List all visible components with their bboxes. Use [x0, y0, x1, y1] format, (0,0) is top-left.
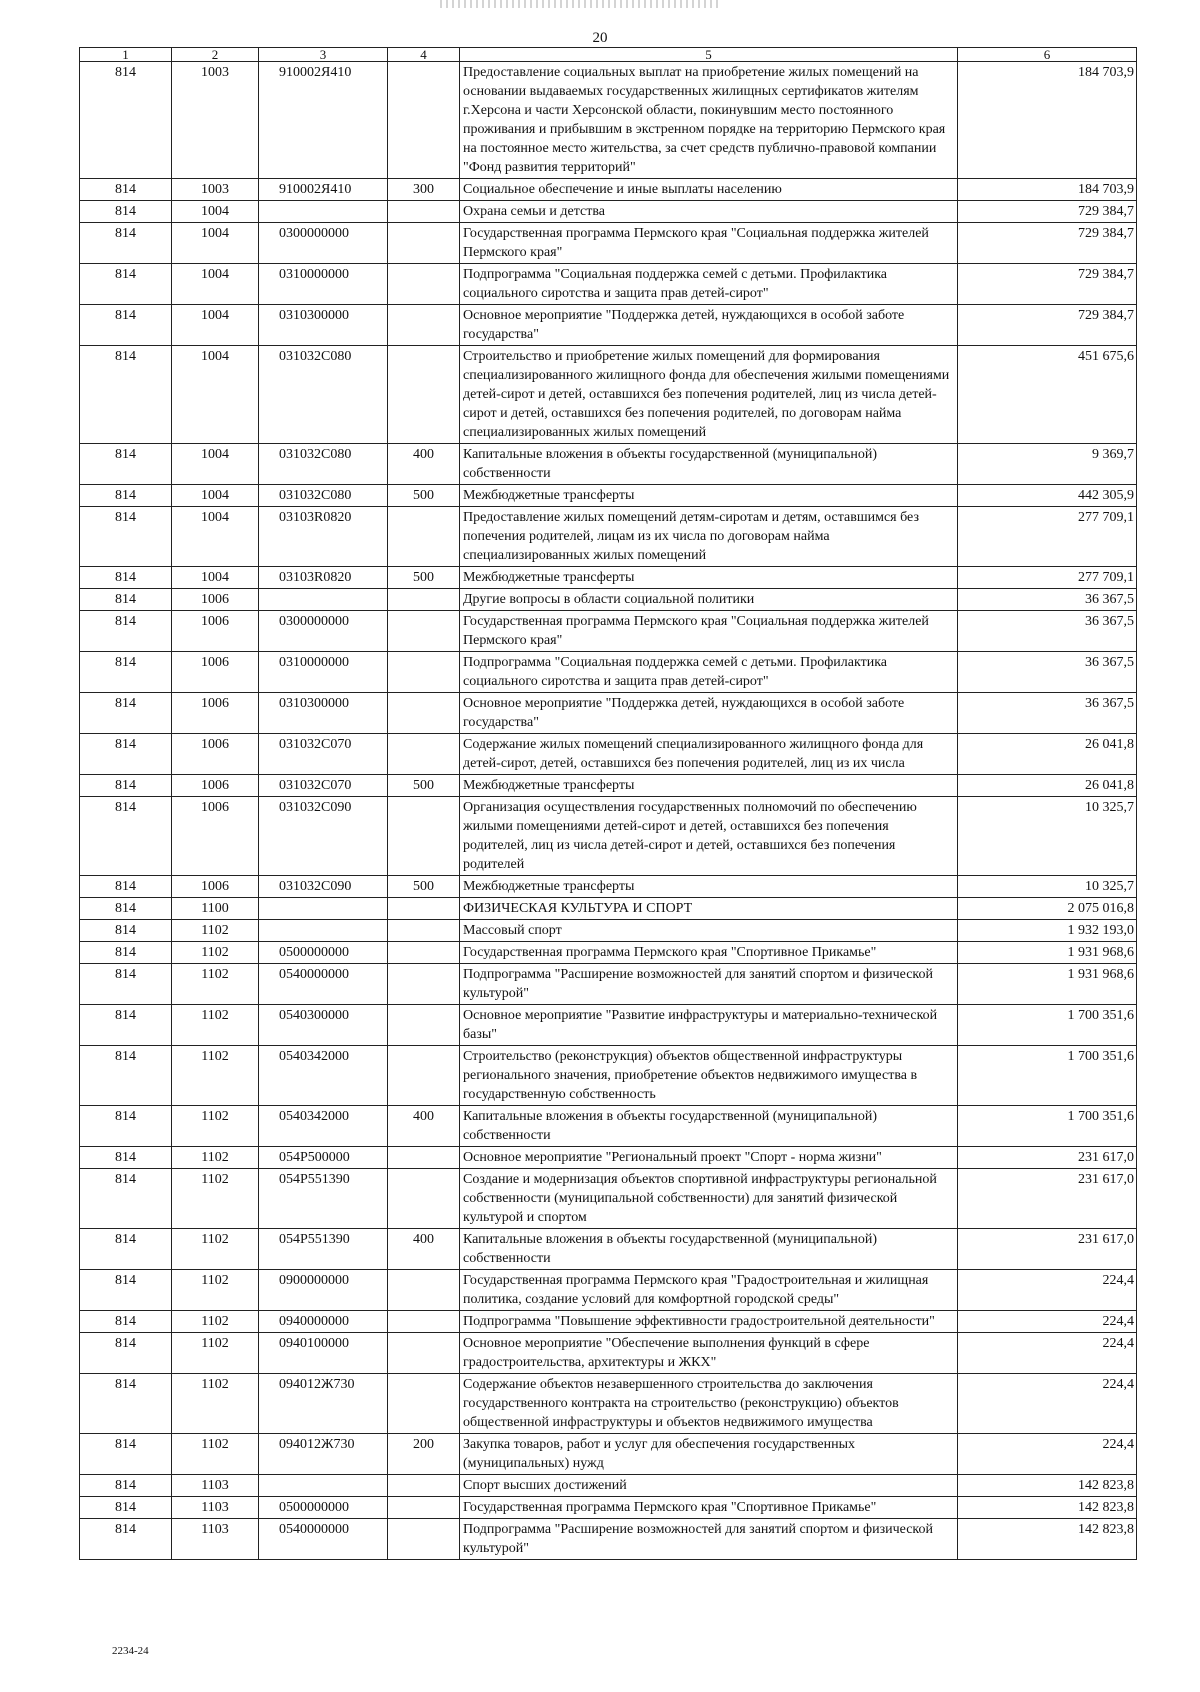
table-row: [80, 507, 1137, 567]
table-row: [80, 797, 1137, 876]
section-code-cell: 1004: [172, 264, 259, 305]
description-cell: Государственная программа Пермского края "Градостроительная и жилищная политика, создание условий для комфортной городской среды": [460, 1270, 958, 1311]
amount-cell: 224,4: [958, 1434, 1137, 1475]
expense-type-cell: [388, 652, 460, 693]
description-cell: Строительство и приобретение жилых помещений для формирования специализированного жилищного фонда для обеспечения жилыми помещениями детей-сирот и детей, оставшихся без попечения родителей, лиц из числа детей-сирот и детей, оставшихся без попечения родителей, по договорам найма специализированных жилых помещений: [460, 346, 958, 444]
description-cell: Государственная программа Пермского края "Социальная поддержка жителей Пермского края": [460, 223, 958, 264]
table-row: [80, 62, 1137, 179]
target-article-cell: 0540300000: [259, 1005, 388, 1046]
target-article-cell: 031032С080: [259, 485, 388, 507]
table-row: [80, 1169, 1137, 1229]
admin-code-cell: 814: [80, 920, 172, 942]
amount-cell: 26 041,8: [958, 734, 1137, 775]
admin-code-cell: 814: [80, 1229, 172, 1270]
target-article-cell: 0310000000: [259, 264, 388, 305]
target-article-cell: 031032С070: [259, 775, 388, 797]
table-row: [80, 1374, 1137, 1434]
admin-code-cell: 814: [80, 734, 172, 775]
description-cell: Содержание жилых помещений специализированного жилищного фонда для детей-сирот, детей, оставшихся без попечения родителей, лиц из их числа: [460, 734, 958, 775]
expense-type-cell: 500: [388, 567, 460, 589]
admin-code-cell: 814: [80, 1046, 172, 1106]
admin-code-cell: 814: [80, 507, 172, 567]
description-cell: Основное мероприятие "Обеспечение выполнения функций в сфере градостроительства, архитектуры и ЖКХ": [460, 1333, 958, 1374]
section-code-cell: 1102: [172, 1434, 259, 1475]
expense-type-cell: [388, 693, 460, 734]
amount-cell: 224,4: [958, 1333, 1137, 1374]
target-article-cell: 0540342000: [259, 1046, 388, 1106]
description-cell: Социальное обеспечение и иные выплаты населению: [460, 179, 958, 201]
page-number: 20: [592, 30, 608, 46]
section-code-cell: 1004: [172, 444, 259, 485]
table-row: [80, 693, 1137, 734]
expense-type-cell: [388, 734, 460, 775]
table-row: [80, 1147, 1137, 1169]
column-header: 2: [172, 48, 259, 62]
amount-cell: 231 617,0: [958, 1169, 1137, 1229]
amount-cell: 451 675,6: [958, 346, 1137, 444]
target-article-cell: 094012Ж730: [259, 1434, 388, 1475]
description-cell: Предоставление социальных выплат на приобретение жилых помещений на основании выдаваемых государственных жилищных сертификатов жителям г.Херсона и части Херсонской области, покинувшим место постоянного проживания и прибывшим в экстренном порядке на территорию Пермского края на постоянное место жительства, за счет средств публично-правовой компании "Фонд развития территорий": [460, 62, 958, 179]
section-code-cell: 1102: [172, 1374, 259, 1434]
admin-code-cell: 814: [80, 62, 172, 179]
target-article-cell: 0900000000: [259, 1270, 388, 1311]
description-cell: Межбюджетные трансферты: [460, 485, 958, 507]
admin-code-cell: 814: [80, 179, 172, 201]
target-article-cell: [259, 920, 388, 942]
column-header: 4: [388, 48, 460, 62]
section-code-cell: 1004: [172, 346, 259, 444]
table-row: [80, 264, 1137, 305]
table-row: [80, 652, 1137, 693]
expense-type-cell: [388, 223, 460, 264]
section-code-cell: 1006: [172, 589, 259, 611]
expense-type-cell: [388, 264, 460, 305]
description-cell: Основное мероприятие "Поддержка детей, нуждающихся в особой заботе государства": [460, 693, 958, 734]
admin-code-cell: 814: [80, 1333, 172, 1374]
section-code-cell: 1006: [172, 775, 259, 797]
description-cell: Капитальные вложения в объекты государственной (муниципальной) собственности: [460, 1229, 958, 1270]
table-row: [80, 179, 1137, 201]
description-cell: Подпрограмма "Расширение возможностей для занятий спортом и физической культурой": [460, 1519, 958, 1560]
admin-code-cell: 814: [80, 1005, 172, 1046]
expense-type-cell: [388, 920, 460, 942]
description-cell: Предоставление жилых помещений детям-сиротам и детям, оставшимся без попечения родителей, лицам из их числа по договорам найма специализированных жилых помещений: [460, 507, 958, 567]
table-row: [80, 1106, 1137, 1147]
column-header: 6: [958, 48, 1137, 62]
amount-cell: 729 384,7: [958, 264, 1137, 305]
expense-type-cell: [388, 1005, 460, 1046]
table-row: [80, 223, 1137, 264]
target-article-cell: [259, 201, 388, 223]
amount-cell: 142 823,8: [958, 1519, 1137, 1560]
description-cell: Подпрограмма "Социальная поддержка семей с детьми. Профилактика социального сиротства и защита прав детей-сирот": [460, 652, 958, 693]
expense-type-cell: [388, 611, 460, 652]
section-code-cell: 1006: [172, 734, 259, 775]
table-row: [80, 1270, 1137, 1311]
table-row: [80, 942, 1137, 964]
section-code-cell: 1102: [172, 1005, 259, 1046]
amount-cell: 729 384,7: [958, 305, 1137, 346]
expense-type-cell: 300: [388, 179, 460, 201]
section-code-cell: 1103: [172, 1519, 259, 1560]
table-row: [80, 567, 1137, 589]
expense-type-cell: 200: [388, 1434, 460, 1475]
target-article-cell: 0540000000: [259, 1519, 388, 1560]
expense-type-cell: [388, 964, 460, 1005]
expense-type-cell: [388, 1333, 460, 1374]
section-code-cell: 1004: [172, 485, 259, 507]
expense-type-cell: [388, 1147, 460, 1169]
admin-code-cell: 814: [80, 264, 172, 305]
section-code-cell: 1102: [172, 1046, 259, 1106]
target-article-cell: 0540342000: [259, 1106, 388, 1147]
section-code-cell: 1103: [172, 1497, 259, 1519]
admin-code-cell: 814: [80, 567, 172, 589]
description-cell: Организация осуществления государственных полномочий по обеспечению жилыми помещениями детей-сирот и детей, оставшихся без попечения родителей, лиц из числа детей-сирот и детей, оставшихся без попечения родителей: [460, 797, 958, 876]
section-code-cell: 1102: [172, 1229, 259, 1270]
table-row: [80, 920, 1137, 942]
target-article-cell: 0500000000: [259, 1497, 388, 1519]
description-cell: Подпрограмма "Социальная поддержка семей с детьми. Профилактика социального сиротства и защита прав детей-сирот": [460, 264, 958, 305]
description-cell: Закупка товаров, работ и услуг для обеспечения государственных (муниципальных) нужд: [460, 1434, 958, 1475]
target-article-cell: 054P551390: [259, 1169, 388, 1229]
amount-cell: 729 384,7: [958, 201, 1137, 223]
budget-table: [79, 47, 1137, 1560]
section-code-cell: 1004: [172, 201, 259, 223]
table-row: [80, 485, 1137, 507]
target-article-cell: 0940100000: [259, 1333, 388, 1374]
amount-cell: 36 367,5: [958, 693, 1137, 734]
admin-code-cell: 814: [80, 444, 172, 485]
target-article-cell: 031032С080: [259, 346, 388, 444]
section-code-cell: 1006: [172, 797, 259, 876]
description-cell: Межбюджетные трансферты: [460, 775, 958, 797]
amount-cell: 2 075 016,8: [958, 898, 1137, 920]
description-cell: Межбюджетные трансферты: [460, 567, 958, 589]
table-row: [80, 1311, 1137, 1333]
description-cell: Подпрограмма "Расширение возможностей для занятий спортом и физической культурой": [460, 964, 958, 1005]
table-row: [80, 775, 1137, 797]
section-code-cell: 1006: [172, 876, 259, 898]
section-code-cell: 1006: [172, 611, 259, 652]
target-article-cell: 0500000000: [259, 942, 388, 964]
amount-cell: 1 700 351,6: [958, 1106, 1137, 1147]
table-row: [80, 734, 1137, 775]
admin-code-cell: 814: [80, 1106, 172, 1147]
amount-cell: 36 367,5: [958, 589, 1137, 611]
target-article-cell: 054P551390: [259, 1229, 388, 1270]
target-article-cell: 0310300000: [259, 305, 388, 346]
expense-type-cell: [388, 1475, 460, 1497]
amount-cell: 224,4: [958, 1374, 1137, 1434]
expense-type-cell: [388, 1169, 460, 1229]
column-number-row: [80, 48, 1137, 62]
admin-code-cell: 814: [80, 1169, 172, 1229]
target-article-cell: 031032С090: [259, 797, 388, 876]
section-code-cell: 1006: [172, 652, 259, 693]
admin-code-cell: 814: [80, 611, 172, 652]
expense-type-cell: [388, 201, 460, 223]
amount-cell: 10 325,7: [958, 876, 1137, 898]
target-article-cell: 0300000000: [259, 611, 388, 652]
table-row: [80, 898, 1137, 920]
amount-cell: 1 700 351,6: [958, 1046, 1137, 1106]
amount-cell: 729 384,7: [958, 223, 1137, 264]
section-code-cell: 1004: [172, 567, 259, 589]
admin-code-cell: 814: [80, 485, 172, 507]
amount-cell: 142 823,8: [958, 1497, 1137, 1519]
description-cell: Межбюджетные трансферты: [460, 876, 958, 898]
scan-noise: [440, 0, 720, 8]
expense-type-cell: [388, 507, 460, 567]
expense-type-cell: [388, 797, 460, 876]
description-cell: Создание и модернизация объектов спортивной инфраструктуры региональной собственности (муниципальной собственности) для занятий физической культурой и спортом: [460, 1169, 958, 1229]
target-article-cell: 0540000000: [259, 964, 388, 1005]
table-row: [80, 1497, 1137, 1519]
amount-cell: 142 823,8: [958, 1475, 1137, 1497]
expense-type-cell: [388, 1497, 460, 1519]
column-header: 3: [259, 48, 388, 62]
amount-cell: 184 703,9: [958, 179, 1137, 201]
expense-type-cell: [388, 942, 460, 964]
expense-type-cell: [388, 1519, 460, 1560]
column-header: 5: [460, 48, 958, 62]
target-article-cell: 0940000000: [259, 1311, 388, 1333]
description-cell: Капитальные вложения в объекты государственной (муниципальной) собственности: [460, 444, 958, 485]
expense-type-cell: 500: [388, 485, 460, 507]
description-cell: Другие вопросы в области социальной политики: [460, 589, 958, 611]
table-row: [80, 346, 1137, 444]
section-code-cell: 1102: [172, 942, 259, 964]
target-article-cell: 031032С070: [259, 734, 388, 775]
admin-code-cell: 814: [80, 1311, 172, 1333]
section-code-cell: 1102: [172, 1169, 259, 1229]
admin-code-cell: 814: [80, 1434, 172, 1475]
table-row: [80, 1005, 1137, 1046]
admin-code-cell: 814: [80, 876, 172, 898]
admin-code-cell: 814: [80, 942, 172, 964]
target-article-cell: 03103R0820: [259, 567, 388, 589]
admin-code-cell: 814: [80, 797, 172, 876]
table-row: [80, 444, 1137, 485]
section-code-cell: 1102: [172, 920, 259, 942]
target-article-cell: 0300000000: [259, 223, 388, 264]
admin-code-cell: 814: [80, 693, 172, 734]
amount-cell: 277 709,1: [958, 507, 1137, 567]
table-row: [80, 964, 1137, 1005]
expense-type-cell: 400: [388, 1229, 460, 1270]
target-article-cell: 0310000000: [259, 652, 388, 693]
amount-cell: 26 041,8: [958, 775, 1137, 797]
admin-code-cell: 814: [80, 1374, 172, 1434]
table-row: [80, 1519, 1137, 1560]
section-code-cell: 1102: [172, 964, 259, 1005]
amount-cell: 1 931 968,6: [958, 964, 1137, 1005]
amount-cell: 231 617,0: [958, 1229, 1137, 1270]
description-cell: Подпрограмма "Повышение эффективности градостроительной деятельности": [460, 1311, 958, 1333]
table-row: [80, 1475, 1137, 1497]
table-row: [80, 1046, 1137, 1106]
section-code-cell: 1004: [172, 223, 259, 264]
section-code-cell: 1006: [172, 693, 259, 734]
description-cell: Спорт высших достижений: [460, 1475, 958, 1497]
table-row: [80, 611, 1137, 652]
description-cell: Государственная программа Пермского края "Социальная поддержка жителей Пермского края": [460, 611, 958, 652]
target-article-cell: 031032С090: [259, 876, 388, 898]
target-article-cell: [259, 1475, 388, 1497]
amount-cell: 1 931 968,6: [958, 942, 1137, 964]
admin-code-cell: 814: [80, 652, 172, 693]
expense-type-cell: [388, 589, 460, 611]
admin-code-cell: 814: [80, 1147, 172, 1169]
amount-cell: 442 305,9: [958, 485, 1137, 507]
expense-type-cell: [388, 305, 460, 346]
expense-type-cell: 500: [388, 775, 460, 797]
admin-code-cell: 814: [80, 223, 172, 264]
admin-code-cell: 814: [80, 775, 172, 797]
expense-type-cell: [388, 1270, 460, 1311]
description-cell: Основное мероприятие "Региональный проект "Спорт - норма жизни": [460, 1147, 958, 1169]
admin-code-cell: 814: [80, 964, 172, 1005]
description-cell: Основное мероприятие "Поддержка детей, нуждающихся в особой заботе государства": [460, 305, 958, 346]
expense-type-cell: [388, 1311, 460, 1333]
expense-type-cell: [388, 1374, 460, 1434]
description-cell: Государственная программа Пермского края "Спортивное Прикамье": [460, 942, 958, 964]
admin-code-cell: 814: [80, 898, 172, 920]
section-code-cell: 1103: [172, 1475, 259, 1497]
expense-type-cell: [388, 346, 460, 444]
target-article-cell: 910002Я410: [259, 179, 388, 201]
admin-code-cell: 814: [80, 589, 172, 611]
amount-cell: 1 700 351,6: [958, 1005, 1137, 1046]
description-cell: Охрана семьи и детства: [460, 201, 958, 223]
amount-cell: 224,4: [958, 1311, 1137, 1333]
target-article-cell: 03103R0820: [259, 507, 388, 567]
section-code-cell: 1100: [172, 898, 259, 920]
section-code-cell: 1102: [172, 1270, 259, 1311]
amount-cell: 1 932 193,0: [958, 920, 1137, 942]
admin-code-cell: 814: [80, 1497, 172, 1519]
section-code-cell: 1102: [172, 1311, 259, 1333]
table-row: [80, 305, 1137, 346]
table-row: [80, 589, 1137, 611]
section-code-cell: 1004: [172, 507, 259, 567]
description-cell: Государственная программа Пермского края "Спортивное Прикамье": [460, 1497, 958, 1519]
admin-code-cell: 814: [80, 305, 172, 346]
admin-code-cell: 814: [80, 346, 172, 444]
expense-type-cell: [388, 62, 460, 179]
section-code-cell: 1102: [172, 1106, 259, 1147]
amount-cell: 184 703,9: [958, 62, 1137, 179]
description-cell: ФИЗИЧЕСКАЯ КУЛЬТУРА И СПОРТ: [460, 898, 958, 920]
admin-code-cell: 814: [80, 1475, 172, 1497]
amount-cell: 231 617,0: [958, 1147, 1137, 1169]
expense-type-cell: 400: [388, 1106, 460, 1147]
section-code-cell: 1003: [172, 62, 259, 179]
amount-cell: 10 325,7: [958, 797, 1137, 876]
admin-code-cell: 814: [80, 201, 172, 223]
expense-type-cell: 400: [388, 444, 460, 485]
target-article-cell: 031032С080: [259, 444, 388, 485]
description-cell: Массовый спорт: [460, 920, 958, 942]
section-code-cell: 1102: [172, 1333, 259, 1374]
expense-type-cell: [388, 1046, 460, 1106]
section-code-cell: 1004: [172, 305, 259, 346]
table-row: [80, 1333, 1137, 1374]
description-cell: Строительство (реконструкция) объектов общественной инфраструктуры регионального значения, приобретение объектов недвижимого имущества в государственную собственность: [460, 1046, 958, 1106]
target-article-cell: 054P500000: [259, 1147, 388, 1169]
target-article-cell: 910002Я410: [259, 62, 388, 179]
amount-cell: 9 369,7: [958, 444, 1137, 485]
target-article-cell: [259, 589, 388, 611]
expense-type-cell: 500: [388, 876, 460, 898]
amount-cell: 36 367,5: [958, 611, 1137, 652]
target-article-cell: [259, 898, 388, 920]
admin-code-cell: 814: [80, 1270, 172, 1311]
section-code-cell: 1003: [172, 179, 259, 201]
target-article-cell: 094012Ж730: [259, 1374, 388, 1434]
table-row: [80, 1434, 1137, 1475]
table-row: [80, 1229, 1137, 1270]
column-header: 1: [80, 48, 172, 62]
section-code-cell: 1102: [172, 1147, 259, 1169]
description-cell: Капитальные вложения в объекты государственной (муниципальной) собственности: [460, 1106, 958, 1147]
amount-cell: 224,4: [958, 1270, 1137, 1311]
amount-cell: 36 367,5: [958, 652, 1137, 693]
table-row: [80, 876, 1137, 898]
target-article-cell: 0310300000: [259, 693, 388, 734]
admin-code-cell: 814: [80, 1519, 172, 1560]
amount-cell: 277 709,1: [958, 567, 1137, 589]
description-cell: Содержание объектов незавершенного строительства до заключения государственного контракта на строительство (реконструкцию) объектов общественной инфраструктуры и объектов недвижимого имущества: [460, 1374, 958, 1434]
table-row: [80, 201, 1137, 223]
description-cell: Основное мероприятие "Развитие инфраструктуры и материально-технической базы": [460, 1005, 958, 1046]
expense-type-cell: [388, 898, 460, 920]
document-code: 2234-24: [112, 1645, 149, 1657]
